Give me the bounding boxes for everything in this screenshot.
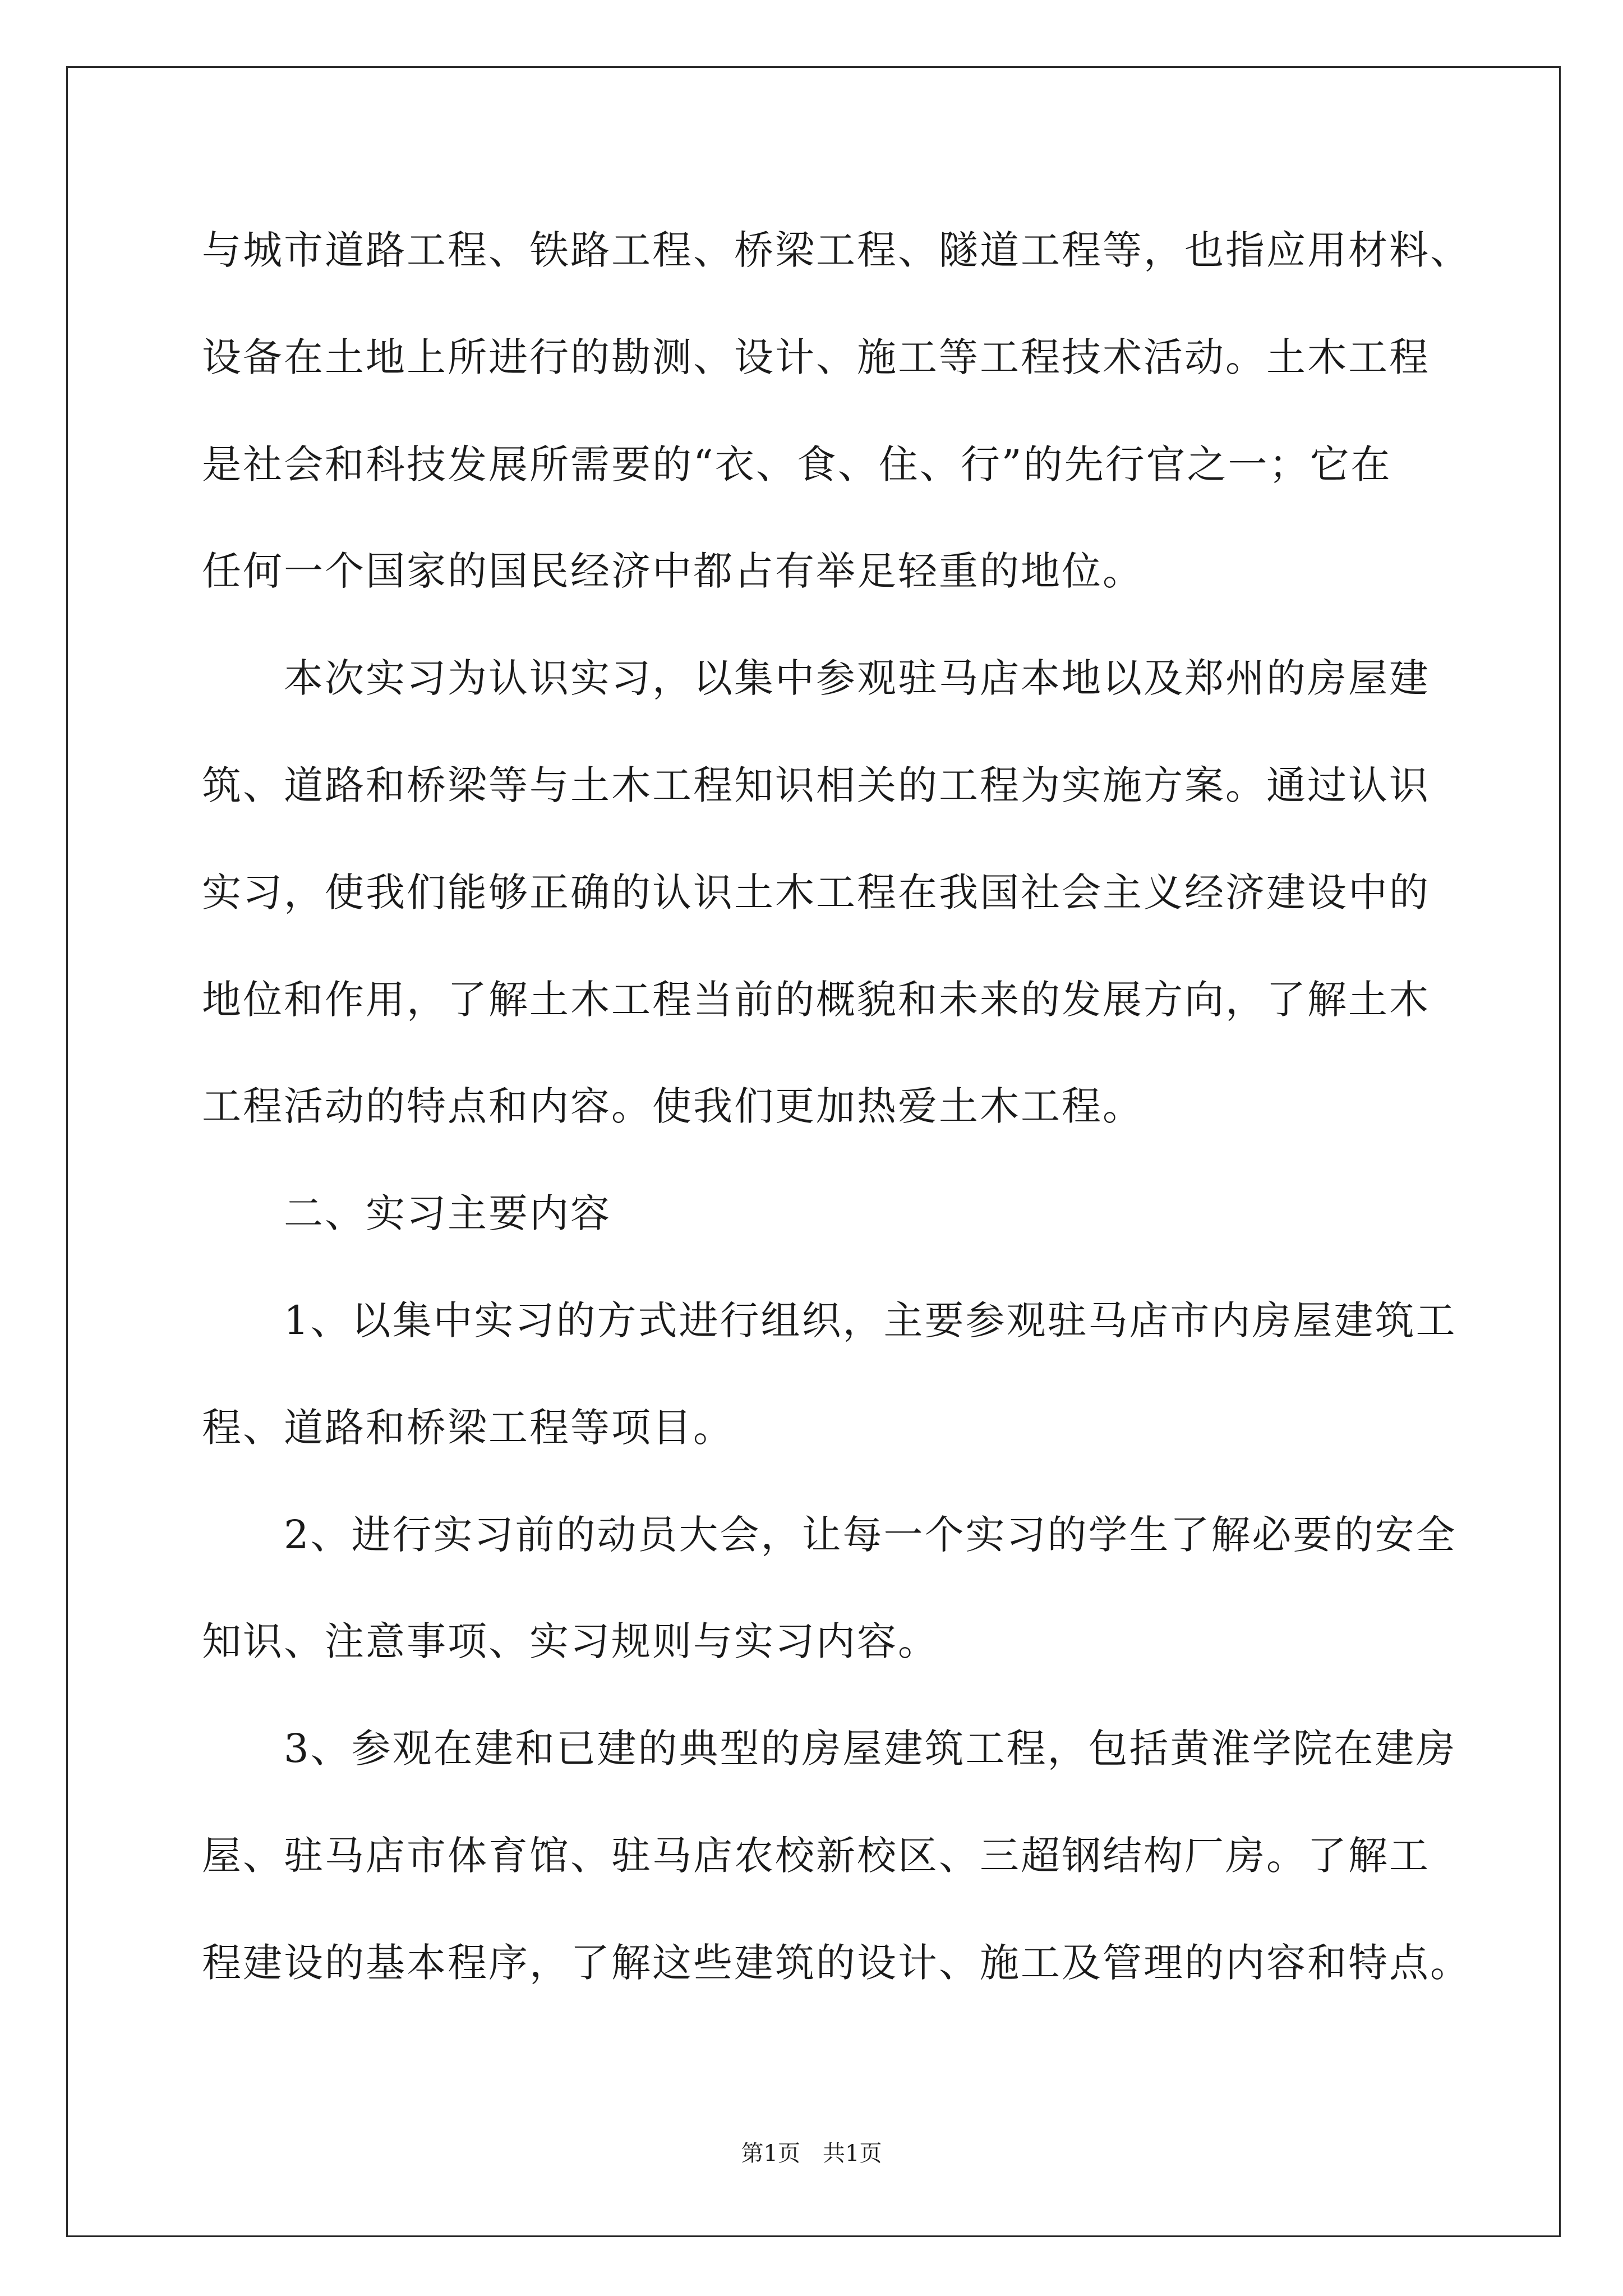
text-line: 设备在土地上所进行的勘测、设计、施工等工程技术活动。土木工程 <box>202 334 1430 380</box>
text-line: 工程活动的特点和内容。使我们更加热爱土木工程。 <box>202 1083 1144 1130</box>
text-line: 实习，使我们能够正确的认识土木工程在我国社会主义经济建设中的 <box>202 869 1430 915</box>
section-heading <box>202 1160 1537 1267</box>
paragraph-continuation <box>202 197 1537 625</box>
text-line: 程建设的基本程序，了解这些建筑的设计、施工及管理的内容和特点。 <box>202 1939 1471 1986</box>
text-line: 屋、驻马店市体育馆、驻马店农校新校区、三超钢结构厂房。了解工 <box>202 1832 1430 1879</box>
text-line: 2、进行实习前的动员大会，让每一个实习的学生了解必要的安全 <box>284 1511 1457 1558</box>
text-line: 与城市道路工程、铁路工程、桥梁工程、隧道工程等，也指应用材料、 <box>202 227 1471 273</box>
text-line: 1、以集中实习的方式进行组织，主要参观驻马店市内房屋建筑工 <box>284 1297 1457 1343</box>
page-footer <box>0 2138 1623 2169</box>
text-line: 程、道路和桥梁工程等项目。 <box>202 1404 734 1451</box>
page-number-total: 共1页 <box>823 2141 882 2166</box>
page-number-current: 第1页 <box>741 2141 800 2166</box>
paragraph-internship-purpose <box>202 625 1537 1160</box>
text-line: 任何一个国家的国民经济中都占有举足轻重的地位。 <box>202 548 1144 595</box>
text-line: 地位和作用，了解土木工程当前的概貌和未来的发展方向，了解土木 <box>202 976 1430 1023</box>
text-line: 知识、注意事项、实习规则与实习内容。 <box>202 1618 939 1665</box>
list-item-3 <box>202 1695 1537 2016</box>
list-item-2 <box>202 1481 1537 1696</box>
text-line: 本次实习为认识实习，以集中参观驻马店本地以及郑州的房屋建 <box>284 655 1430 702</box>
document-body <box>202 197 1537 2017</box>
section-heading-text: 二、实习主要内容 <box>284 1190 611 1237</box>
text-line: 3、参观在建和已建的典型的房屋建筑工程，包括黄淮学院在建房 <box>284 1726 1457 1772</box>
text-line: 是社会和科技发展所需要的“衣、食、住、行”的先行官之一；它在 <box>202 441 1392 487</box>
list-item-1 <box>202 1267 1537 1481</box>
text-line: 筑、道路和桥梁等与土木工程知识相关的工程为实施方案。通过认识 <box>202 762 1430 808</box>
